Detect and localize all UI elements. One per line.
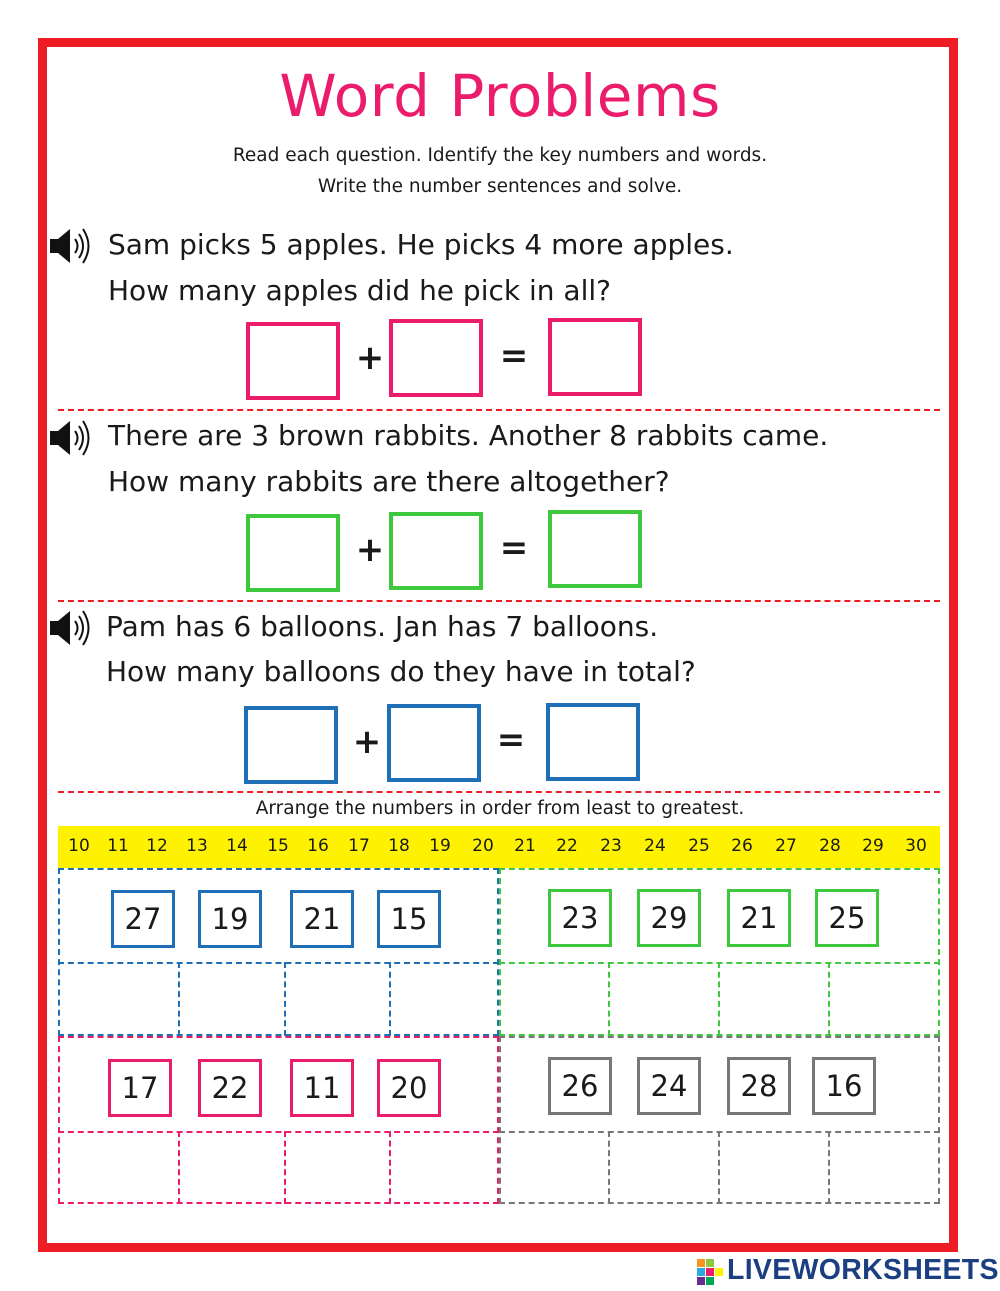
number-card[interactable]: 16 <box>812 1057 876 1115</box>
number-card[interactable]: 21 <box>290 890 354 948</box>
number-card[interactable]: 25 <box>815 889 879 947</box>
answer-slot[interactable] <box>181 965 283 1035</box>
answer-cell-divider <box>718 1131 720 1204</box>
number-card[interactable]: 29 <box>637 889 701 947</box>
problem-1-addend-1-box[interactable] <box>246 322 340 400</box>
answer-slot[interactable] <box>392 965 497 1035</box>
plus-sign: + <box>355 338 385 378</box>
problem-3-answer-box[interactable] <box>546 703 640 781</box>
answer-cell-divider <box>389 962 391 1036</box>
equals-sign: = <box>499 336 529 376</box>
logo-blocks-icon <box>697 1259 723 1285</box>
answer-slot[interactable] <box>721 965 827 1035</box>
equals-sign: = <box>499 528 529 568</box>
arrange-instruction: Arrange the numbers in order from least to greatest. <box>255 798 745 819</box>
problem-2-addend-1-box[interactable] <box>246 514 340 592</box>
number-card[interactable]: 28 <box>727 1057 791 1115</box>
problem-2-line-1: There are 3 brown rabbits. Another 8 rabbits came. <box>108 419 829 452</box>
number-line-tick: 24 <box>644 836 666 856</box>
number-card[interactable]: 15 <box>377 890 441 948</box>
number-line-tick: 10 <box>68 836 90 856</box>
number-line-tick: 16 <box>307 836 329 856</box>
section-divider <box>58 409 940 411</box>
number-card[interactable]: 20 <box>377 1059 441 1117</box>
problem-3-line-1: Pam has 6 balloons. Jan has 7 balloons. <box>106 610 659 643</box>
problem-1-addend-2-box[interactable] <box>389 319 483 397</box>
number-card[interactable]: 22 <box>198 1059 262 1117</box>
problem-2-line-2: How many rabbits are there altogether? <box>108 465 670 498</box>
plus-sign: + <box>352 722 382 762</box>
answer-slot[interactable] <box>287 1134 388 1203</box>
number-line-tick: 19 <box>429 836 451 856</box>
number-line-tick: 18 <box>388 836 410 856</box>
number-line-tick: 23 <box>600 836 622 856</box>
problem-1-line-2: How many apples did he pick in all? <box>108 274 612 307</box>
section-divider <box>58 600 940 602</box>
answer-slot[interactable] <box>502 1134 607 1203</box>
instruction-line-1: Read each question. Identify the key numbers and words. <box>232 145 768 166</box>
number-line-tick: 22 <box>556 836 578 856</box>
number-line-tick: 15 <box>267 836 289 856</box>
plus-sign: + <box>355 530 385 570</box>
problem-2-addend-2-box[interactable] <box>389 512 483 590</box>
logo-text: LIVEWORKSHEETS <box>727 1254 999 1286</box>
problem-3-addend-1-box[interactable] <box>244 706 338 784</box>
problem-3-line-2: How many balloons do they have in total? <box>106 655 696 688</box>
answer-cell-divider <box>828 1131 830 1204</box>
speaker-icon[interactable] <box>48 608 96 648</box>
answer-slot[interactable] <box>831 965 938 1035</box>
problem-1-line-1: Sam picks 5 apples. He picks 4 more apples. <box>108 228 734 261</box>
number-line-tick: 20 <box>472 836 494 856</box>
answer-slot[interactable] <box>502 965 607 1035</box>
answer-slot[interactable] <box>721 1134 827 1203</box>
number-line-tick: 27 <box>775 836 797 856</box>
answer-cell-divider <box>718 962 720 1036</box>
number-line-tick: 13 <box>186 836 208 856</box>
answer-slot[interactable] <box>60 965 177 1035</box>
number-line-tick: 30 <box>905 836 927 856</box>
number-card[interactable]: 21 <box>727 889 791 947</box>
problem-2-answer-box[interactable] <box>548 510 642 588</box>
number-line-tick: 11 <box>107 836 129 856</box>
number-card[interactable]: 19 <box>198 890 262 948</box>
answer-cell-divider <box>828 962 830 1036</box>
number-card[interactable]: 11 <box>290 1059 354 1117</box>
group-blue-divider <box>58 962 499 964</box>
answer-slot[interactable] <box>181 1134 283 1203</box>
number-card[interactable]: 26 <box>548 1057 612 1115</box>
number-line-tick: 25 <box>688 836 710 856</box>
equals-sign: = <box>496 720 526 760</box>
answer-slot[interactable] <box>611 1134 717 1203</box>
number-card[interactable]: 24 <box>637 1057 701 1115</box>
instruction-line-2: Write the number sentences and solve. <box>317 176 683 197</box>
answer-cell-divider <box>178 1131 180 1204</box>
liveworksheets-logo <box>697 1251 997 1291</box>
answer-cell-divider <box>284 962 286 1036</box>
answer-cell-divider <box>284 1131 286 1204</box>
number-line-tick: 17 <box>348 836 370 856</box>
group-pink-divider <box>58 1131 499 1133</box>
answer-slot[interactable] <box>287 965 388 1035</box>
number-line-tick: 26 <box>731 836 753 856</box>
answer-slot[interactable] <box>831 1134 938 1203</box>
answer-cell-divider <box>178 962 180 1036</box>
number-line-tick: 28 <box>819 836 841 856</box>
number-card[interactable]: 23 <box>548 889 612 947</box>
number-line-tick: 14 <box>226 836 248 856</box>
number-line-tick: 12 <box>146 836 168 856</box>
speaker-icon[interactable] <box>48 226 96 266</box>
problem-3-addend-2-box[interactable] <box>387 704 481 782</box>
number-card[interactable]: 17 <box>108 1059 172 1117</box>
problem-1-answer-box[interactable] <box>548 318 642 396</box>
section-divider <box>58 791 940 793</box>
answer-cell-divider <box>608 962 610 1036</box>
number-line-tick: 29 <box>862 836 884 856</box>
speaker-icon[interactable] <box>48 418 96 458</box>
answer-cell-divider <box>389 1131 391 1204</box>
number-card[interactable]: 27 <box>111 890 175 948</box>
page-title: Word Problems <box>279 62 721 130</box>
answer-slot[interactable] <box>60 1134 177 1203</box>
answer-slot[interactable] <box>392 1134 497 1203</box>
answer-cell-divider <box>608 1131 610 1204</box>
answer-slot[interactable] <box>611 965 717 1035</box>
number-line-tick: 21 <box>514 836 536 856</box>
